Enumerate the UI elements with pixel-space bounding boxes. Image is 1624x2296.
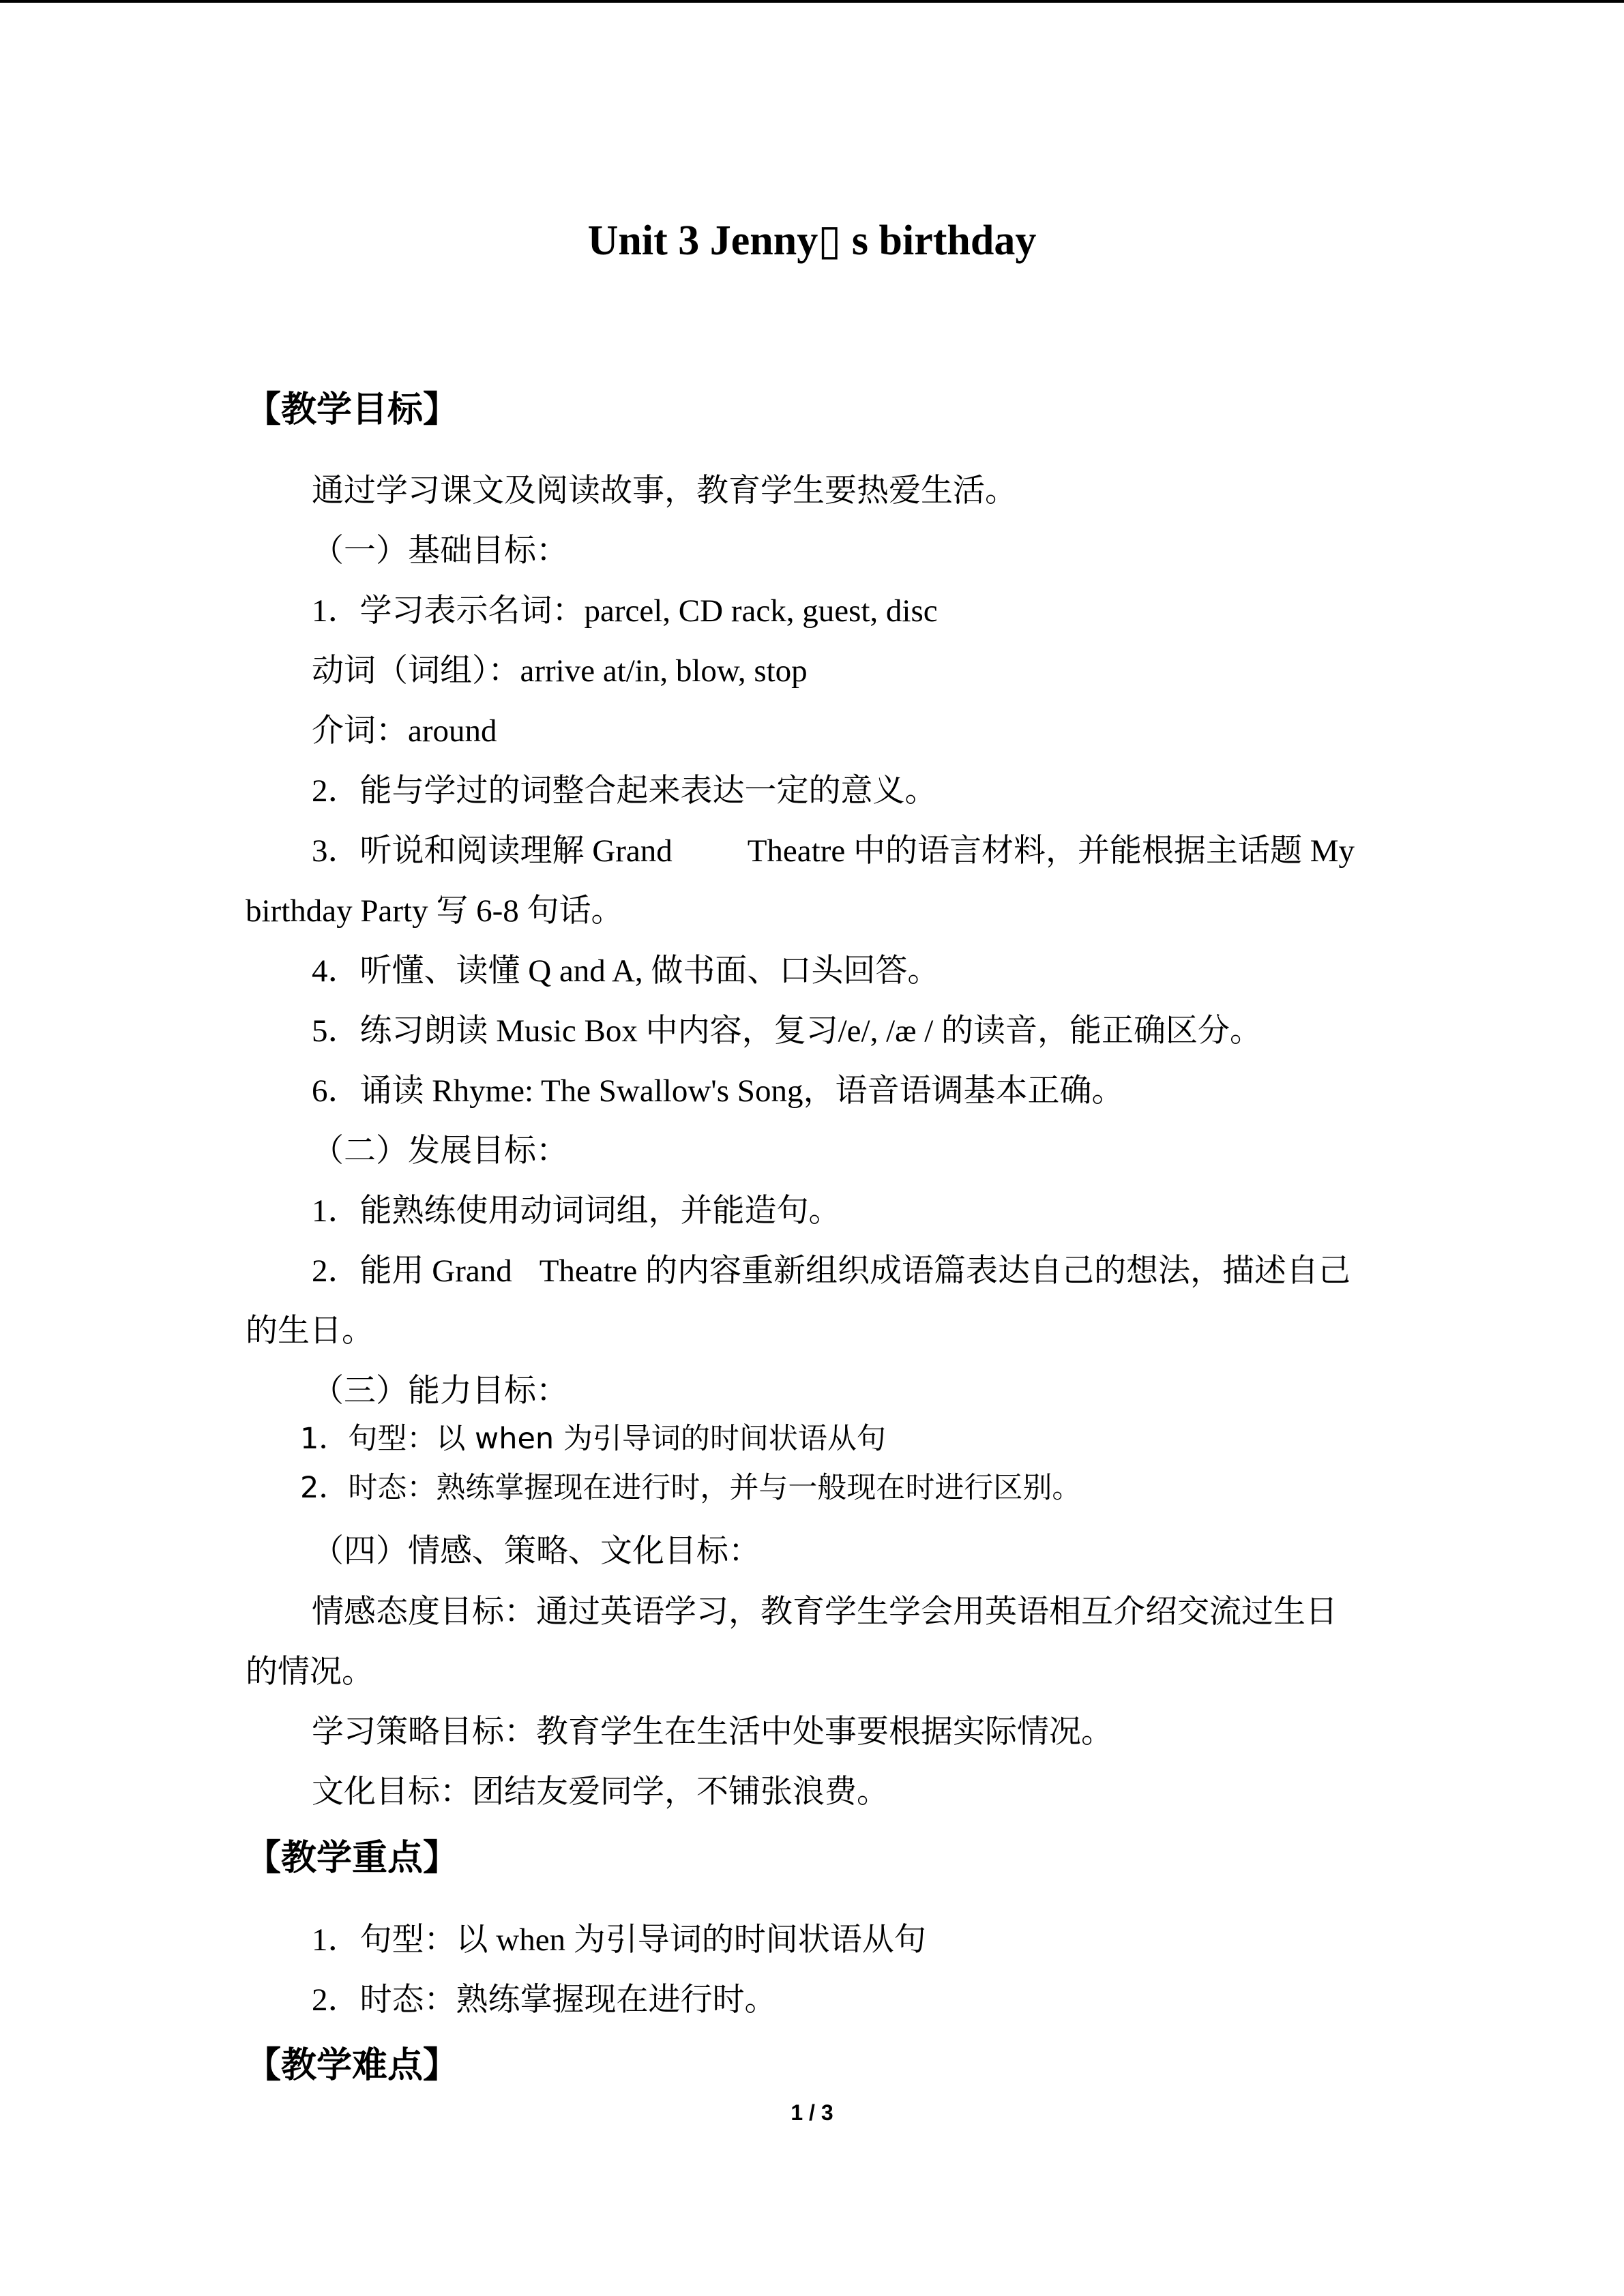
heading-difficulties: 【教学难点】 <box>246 2045 459 2086</box>
ability-goal-2: 2．时态：熟练掌握现在进行时，并与一般现在时进行区别。 <box>300 1471 1082 1505</box>
dev-goals-title: （二）发展目标： <box>312 1133 568 1169</box>
basic-goals-title: （一）基础目标： <box>312 533 568 569</box>
basic-goal-3-part1: 3．听说和阅读理解 Grand <box>312 833 673 869</box>
key-point-2: 2．时态：熟练掌握现在进行时。 <box>312 1982 777 2018</box>
dev-goal-2-cont: 的生日。 <box>246 1313 374 1349</box>
ability-goal-1: 1．句型：以 when 为引导词的时间状语从句 <box>300 1422 886 1456</box>
dev-goal-2-part2: Theatre 的内容重新组织成语篇表达自己的想法，描述自己 <box>539 1253 1350 1289</box>
basic-goal-4: 4．听懂、读懂 Q and A, 做书面、口头回答。 <box>312 953 940 989</box>
basic-goal-1: 1．学习表示名词：parcel, CD rack, guest, disc <box>312 593 938 629</box>
basic-goal-3 <box>312 831 1355 871</box>
basic-goal-3-part2: Theatre 中的语言材料，并能根据主话题 My <box>747 833 1355 869</box>
basic-goal-5: 5．练习朗读 Music Box 中内容，复习/e/, /æ / 的读音，能正确区分。 <box>312 1013 1263 1049</box>
page-top-border <box>0 0 1624 3</box>
basic-goal-1-prep: 介词：around <box>312 713 497 749</box>
heading-key-points: 【教学重点】 <box>246 1838 459 1879</box>
heading-teaching-goals: 【教学目标】 <box>246 389 459 430</box>
ability-goals-title: （三）能力目标： <box>312 1373 568 1409</box>
key-point-1: 1．句型：以 when 为引导词的时间状语从句 <box>312 1922 926 1958</box>
document-title: Unit 3 Jenny▯ s birthday <box>587 218 1037 264</box>
dev-goal-2 <box>312 1251 1350 1292</box>
dev-goal-1: 1．能熟练使用动词词组，并能造句。 <box>312 1193 841 1229</box>
goals-intro: 通过学习课文及阅读故事，教育学生要热爱生活。 <box>312 473 1017 509</box>
page-number: 1 / 3 <box>791 2100 833 2125</box>
dev-goal-2-part1: 2．能用 Grand <box>312 1253 512 1289</box>
strategy-goal: 学习策略目标：教育学生在生活中处事要根据实际情况。 <box>312 1714 1113 1750</box>
emotion-goals-title: （四）情感、策略、文化目标： <box>312 1534 761 1569</box>
emotion-goal-cont: 的情况。 <box>246 1654 374 1690</box>
basic-goal-2: 2．能与学过的词整合起来表达一定的意义。 <box>312 773 937 809</box>
culture-goal: 文化目标：团结友爱同学，不铺张浪费。 <box>312 1774 889 1810</box>
basic-goal-3-cont: birthday Party 写 6-8 句话。 <box>246 893 623 929</box>
emotion-goal: 情感态度目标：通过英语学习，教育学生学会用英语相互介绍交流过生日 <box>312 1594 1338 1630</box>
basic-goal-1-verbs: 动词（词组）：arrive at/in, blow, stop <box>312 653 808 689</box>
basic-goal-6: 6．诵读 Rhyme: The Swallow's Song，语音语调基本正确。 <box>312 1073 1124 1109</box>
